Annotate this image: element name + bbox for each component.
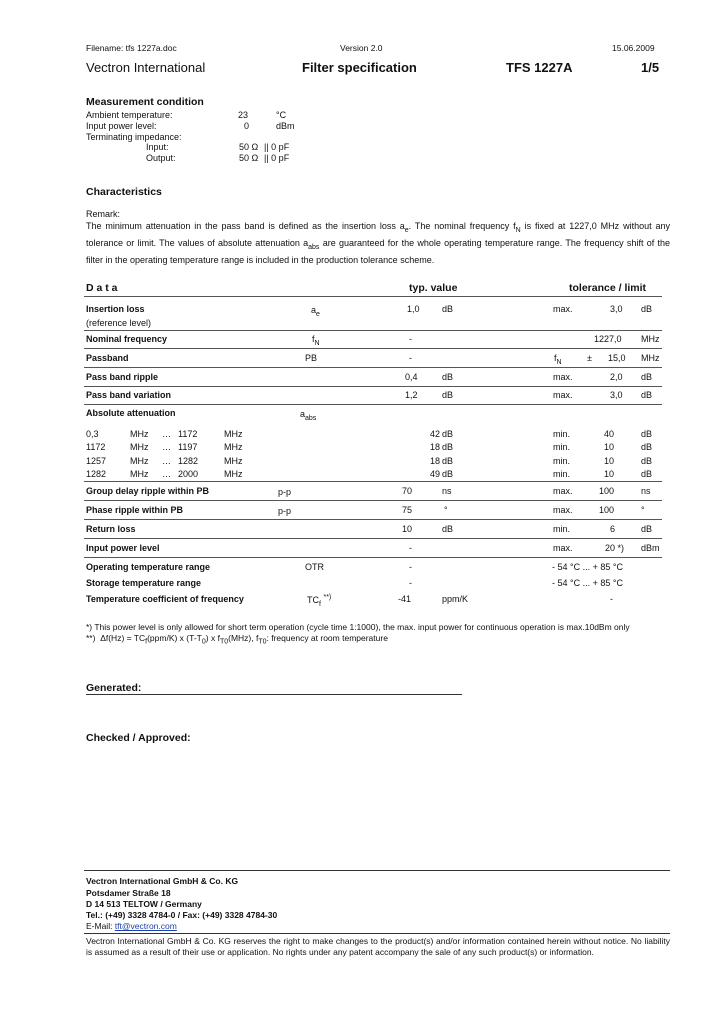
- remark-text: The minimum attenuation in the pass band is defined as the insertion loss $a_e$. The nominal frequency $f_N$ is fixed at 1227,0 MHz without any tolerance or limit. The values of absolute attenuation $a_{abs}$ are guaranteed for the whole operating temperature range. The frequency shift of the filter in the operating temperature range is included in the production tolerance scheme.: [86, 221, 670, 265]
- return-loss-typ: 10: [402, 524, 413, 534]
- tcf-unit: ppm/K: [442, 594, 469, 604]
- insertion-limit: 3,0: [610, 304, 623, 314]
- footer-divider: [84, 933, 670, 934]
- group-delay-qual: max.: [553, 486, 573, 496]
- tcf-limit: -: [610, 594, 613, 604]
- passband-pm: ±: [587, 353, 592, 363]
- version: Version 2.0: [340, 43, 383, 53]
- variation-typ: 1,2: [405, 390, 418, 400]
- att-row-typ: 18: [430, 442, 441, 453]
- att-row-typ: 42: [430, 429, 441, 439]
- passband-typ: -: [409, 353, 412, 363]
- divider: [84, 500, 662, 501]
- insertion-symbol: $a_e$: [311, 305, 320, 318]
- footer-company: Vectron International GmbH & Co. KG: [86, 876, 239, 886]
- group-delay-label: Group delay ripple within PB: [86, 486, 210, 496]
- att-row-lunit: dB: [641, 442, 653, 453]
- input-power-lunit: dBm: [641, 543, 660, 553]
- page-number: 1/5: [641, 60, 660, 75]
- col-tol-header: tolerance / limit: [569, 282, 647, 294]
- att-row-limit: 10: [604, 455, 615, 466]
- att-row-qual: min.: [553, 455, 571, 466]
- divider: [84, 519, 662, 520]
- passband-qual: $f_N$: [554, 353, 562, 366]
- return-loss-lunit: dB: [641, 524, 653, 534]
- input-power-label: Input power level: [86, 543, 160, 553]
- att-row-u2: MHz: [224, 455, 243, 466]
- att-row-unit: dB: [442, 429, 454, 439]
- input-value: 50 Ω: [239, 142, 259, 152]
- ripple-typ: 0,4: [405, 372, 418, 382]
- output-label: Output:: [146, 153, 176, 163]
- insertion-qual: max.: [553, 304, 573, 314]
- att-row-u2: MHz: [224, 468, 243, 479]
- col-typ-header: typ. value: [409, 282, 458, 294]
- att-row-from: 1172: [86, 442, 106, 453]
- otr-symbol: OTR: [305, 562, 324, 572]
- otr-typ: -: [409, 562, 412, 572]
- passband-label: Passband: [86, 353, 129, 363]
- footer-email: E-Mail: tft@vectron.com: [86, 921, 177, 931]
- phase-ripple-qual: max.: [553, 505, 573, 515]
- checked-label: Checked / Approved:: [86, 732, 191, 744]
- absatt-symbol: $a_{abs}$: [300, 409, 317, 422]
- variation-qual: max.: [553, 390, 573, 400]
- storage-typ: -: [409, 578, 412, 588]
- footnote-power: *) This power level is only allowed for short term operation (cycle time 1:1000), the max. input power for continuous operation is max.10dBm only: [86, 622, 630, 632]
- otr-range: - 54 °C ... + 85 °C: [552, 562, 623, 572]
- output-value: 50 Ω: [239, 153, 259, 163]
- att-row-lunit: dB: [641, 455, 653, 466]
- email-link[interactable]: tft@vectron.com: [114, 921, 177, 931]
- divider: [84, 296, 662, 297]
- variation-limit: 3,0: [610, 390, 623, 400]
- storage-range: - 54 °C ... + 85 °C: [552, 578, 623, 588]
- footer-disclaimer: Vectron International GmbH & Co. KG reserves the right to make changes to the product(s) and/or information contained herein without notice. No liability is assumed as a result of their use or application. No rights under any patent accompany the sale of any such product(s) or information.: [86, 936, 670, 957]
- footer-city: D 14 513 TELTOW / Germany: [86, 899, 202, 909]
- return-loss-unit: dB: [442, 524, 454, 534]
- att-row-typ: 18: [430, 455, 441, 466]
- att-row-qual: min.: [553, 442, 571, 453]
- input-power-typ: -: [409, 543, 412, 553]
- ambient-label: Ambient temperature:: [86, 110, 173, 120]
- input-power-qual: max.: [553, 543, 573, 553]
- nominal-label: Nominal frequency: [86, 334, 168, 344]
- footer-divider: [84, 870, 670, 871]
- divider: [84, 404, 662, 405]
- col-data-header: D a t a: [86, 282, 118, 294]
- ripple-limit: 2,0: [610, 372, 623, 382]
- nominal-limit: 1227,0: [594, 334, 622, 344]
- att-row-lunit: dB: [641, 429, 653, 439]
- footer-tel: Tel.: (+49) 3328 4784-0 / Fax: (+49) 3328 4784-30: [86, 910, 278, 920]
- divider: [84, 348, 662, 349]
- divider: [84, 557, 662, 558]
- absatt-label: Absolute attenuation: [86, 408, 176, 418]
- nominal-lunit: MHz: [641, 334, 660, 344]
- power-unit: dBm: [276, 121, 295, 131]
- att-row-unit: dB: [442, 455, 454, 466]
- att-row-dots: …: [162, 468, 171, 479]
- measurement-title: Measurement condition: [86, 96, 204, 108]
- variation-unit: dB: [442, 390, 454, 400]
- att-row-lunit: dB: [641, 468, 653, 479]
- phase-ripple-limit: 100: [599, 505, 615, 515]
- input-label: Input:: [146, 142, 169, 152]
- storage-label: Storage temperature range: [86, 578, 202, 588]
- doc-type: Filter specification: [302, 60, 417, 75]
- att-row-to: 2000: [178, 468, 199, 479]
- passband-lunit: MHz: [641, 353, 660, 363]
- nominal-typ: -: [409, 334, 412, 344]
- nominal-symbol: $f_N$: [312, 334, 320, 347]
- variation-label: Pass band variation: [86, 390, 172, 400]
- att-row-u1: MHz: [130, 429, 149, 439]
- att-row-dots: …: [162, 455, 171, 466]
- phase-ripple-lunit: °: [641, 505, 645, 515]
- insertion-lunit: dB: [641, 304, 653, 314]
- ripple-unit: dB: [442, 372, 454, 382]
- divider: [84, 330, 662, 331]
- input-cap: || 0 pF: [264, 142, 290, 152]
- ambient-value: 23: [238, 110, 249, 120]
- att-row-to: 1172: [178, 429, 198, 439]
- att-row-to: 1282: [178, 455, 199, 466]
- insertion-ref: (reference level): [86, 318, 152, 328]
- ripple-label: Pass band ripple: [86, 372, 159, 382]
- att-row-limit: 10: [604, 468, 615, 479]
- group-delay-typ: 70: [402, 486, 413, 496]
- ambient-unit: °C: [276, 110, 287, 120]
- att-row-qual: min.: [553, 468, 571, 479]
- att-row-u2: MHz: [224, 429, 243, 439]
- input-power-limit: 20 *): [605, 543, 625, 553]
- power-value: 0: [244, 121, 250, 131]
- att-row-u1: MHz: [130, 455, 149, 466]
- att-row-u1: MHz: [130, 442, 149, 453]
- divider: [84, 481, 662, 482]
- passband-limit: 15,0: [608, 353, 626, 363]
- att-row-from: 1257: [86, 455, 107, 466]
- part-number: TFS 1227A: [506, 60, 573, 75]
- company-name: Vectron International: [86, 60, 206, 75]
- ripple-lunit: dB: [641, 372, 653, 382]
- characteristics-title: Characteristics: [86, 186, 162, 198]
- insertion-typ: 1,0: [407, 304, 420, 314]
- tcf-label: Temperature coefficient of frequency: [86, 594, 244, 604]
- att-row-dots: …: [162, 442, 171, 453]
- phase-ripple-unit: °: [444, 505, 448, 515]
- footnote-tcf: **) $\Delta f(Hz) = TC_f(ppm/K)$ x $(T-T_0)$ x $f_{T0}(MHz)$, $f_{T0}$: frequency at room temperature: [86, 633, 388, 646]
- passband-symbol: PB: [305, 353, 318, 363]
- otr-label: Operating temperature range: [86, 562, 211, 572]
- group-delay-symbol: p-p: [278, 487, 292, 497]
- insertion-label: Insertion loss: [86, 304, 145, 314]
- att-row-unit: dB: [442, 442, 454, 453]
- att-row-qual: min.: [553, 429, 571, 439]
- impedance-label: Terminating impedance:: [86, 132, 182, 142]
- att-row-limit: 40: [604, 429, 615, 439]
- group-delay-limit: 100: [599, 486, 615, 496]
- phase-ripple-symbol: p-p: [278, 506, 292, 516]
- variation-lunit: dB: [641, 390, 653, 400]
- return-loss-limit: 6: [610, 524, 616, 534]
- insertion-unit: dB: [442, 304, 454, 314]
- group-delay-lunit: ns: [641, 486, 651, 496]
- att-row-from: 0,3: [86, 429, 99, 439]
- return-loss-qual: min.: [553, 524, 571, 534]
- divider: [84, 367, 662, 368]
- divider: [84, 386, 662, 387]
- att-row-dots: …: [162, 429, 171, 439]
- att-row-to: 1197: [178, 442, 198, 453]
- divider: [84, 538, 662, 539]
- remark-label: Remark:: [86, 209, 121, 219]
- tcf-typ: -41: [398, 594, 412, 604]
- signature-line: [86, 694, 462, 695]
- att-row-from: 1282: [86, 468, 107, 479]
- footer-street: Potsdamer Straße 18: [86, 888, 171, 898]
- att-row-typ: 49: [430, 468, 441, 479]
- att-row-u2: MHz: [224, 442, 243, 453]
- att-row-u1: MHz: [130, 468, 149, 479]
- power-label: Input power level:: [86, 121, 157, 131]
- phase-ripple-label: Phase ripple within PB: [86, 505, 184, 515]
- generated-label: Generated:: [86, 682, 142, 694]
- att-row-unit: dB: [442, 468, 454, 479]
- output-cap: || 0 pF: [264, 153, 290, 163]
- date: 15.06.2009: [612, 43, 655, 53]
- att-row-limit: 10: [604, 442, 615, 453]
- phase-ripple-typ: 75: [402, 505, 413, 515]
- group-delay-unit: ns: [442, 486, 452, 496]
- ripple-qual: max.: [553, 372, 573, 382]
- return-loss-label: Return loss: [86, 524, 136, 534]
- tcf-symbol: $TC_f$ **): [307, 594, 332, 608]
- filename: Filename: tfs 1227a.doc: [86, 43, 177, 53]
